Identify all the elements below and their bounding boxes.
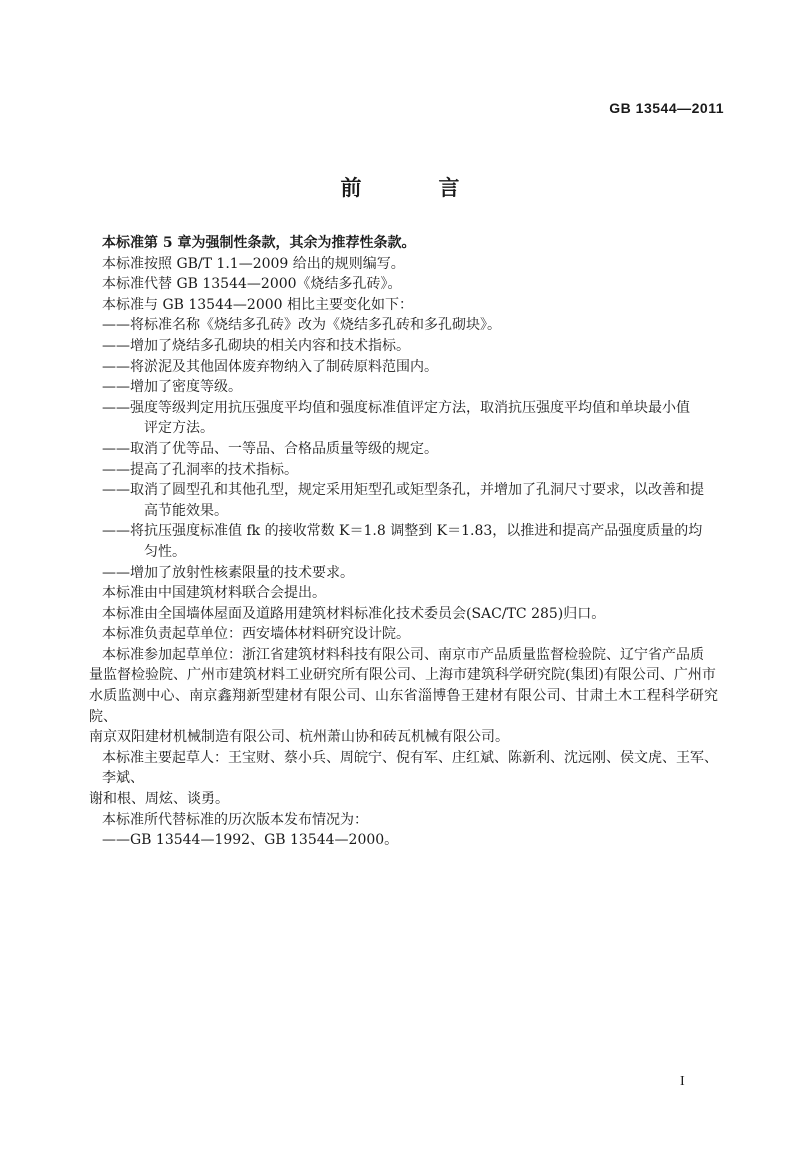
history-intro: 本标准所代替标准的历次版本发布情况为： — [102, 811, 368, 828]
changes-intro: 本标准与 GB 13544—2000 相比主要变化如下： — [102, 296, 413, 313]
change-item: ——增加了放射性核素限量的技术要求。 — [102, 564, 354, 581]
change-item: ——增加了烧结多孔砌块的相关内容和技术指标。 — [102, 337, 410, 354]
change-item: ——将抗压强度标准值 fk 的接收常数 K＝1.8 调整到 K＝1.83，以推进和提高产品强度质量的均 匀性。 — [102, 523, 703, 560]
change-item: ——取消了圆型孔和其他孔型，规定采用矩型孔或矩型条孔，并增加了孔洞尺寸要求，以改善和提 高节能效果。 — [102, 482, 704, 519]
participants-line: 本标准参加起草单位：浙江省建筑材料科技有限公司、南京市产品质量监督检验院、辽宁省产品质 — [102, 646, 704, 663]
change-item: ——取消了优等品、一等品、合格品质量等级的规定。 — [102, 440, 438, 457]
change-item: ——强度等级判定用抗压强度平均值和强度标准值评定方法，取消抗压强度平均值和单块最小值 评定方法。 — [102, 399, 690, 437]
drafters-line: 谢和根、周炫、谈勇。 — [89, 791, 229, 808]
page-number: I — [680, 1074, 685, 1089]
participants-line: 南京双阳建材机械制造有限公司、杭州萧山协和砖瓦机械有限公司。 — [89, 729, 509, 746]
page-title: 前 言 — [340, 175, 488, 200]
committee-note: 本标准由全国墙体屋面及道路用建筑材料标准化技术委员会(SAC/TC 285)归口。 — [102, 605, 606, 622]
drafters-line: 本标准主要起草人：王宝财、蔡小兵、周皖宁、倪有军、庄红斌、陈新利、沈远刚、侯文虎、王军、李斌、 — [102, 749, 718, 787]
drafting-rules-note: 本标准按照 GB/T 1.1—2009 给出的规则编写。 — [102, 255, 405, 272]
lead-unit-note: 本标准负责起草单位：西安墙体材料研究设计院。 — [102, 626, 410, 643]
change-item: ——提高了孔洞率的技术指标。 — [102, 461, 298, 478]
mandatory-clause-note: 本标准第 5 章为强制性条款，其余为推荐性条款。 — [102, 235, 416, 251]
participants-line: 水质监测中心、南京鑫翔新型建材有限公司、山东省淄博鲁王建材有限公司、甘肃土木工程科学研究院、 — [89, 688, 718, 725]
participants-line: 量监督检验院、广州市建筑材料工业研究所有限公司、上海市建筑科学研究院(集团)有限公司、广州市 — [89, 667, 716, 684]
history-item: ——GB 13544—1992、GB 13544—2000。 — [102, 832, 399, 849]
change-item: ——将淤泥及其他固体废弃物纳入了制砖原料范围内。 — [102, 358, 438, 375]
change-item: ——增加了密度等级。 — [102, 379, 242, 396]
replaces-note: 本标准代替 GB 13544—2000《烧结多孔砖》。 — [102, 276, 402, 293]
standard-number: GB 13544—2011 — [609, 100, 724, 116]
foreword-body — [89, 233, 718, 851]
proposer-note: 本标准由中国建筑材料联合会提出。 — [102, 585, 326, 602]
change-item: ——将标准名称《烧结多孔砖》改为《烧结多孔砖和多孔砌块》。 — [102, 317, 501, 334]
